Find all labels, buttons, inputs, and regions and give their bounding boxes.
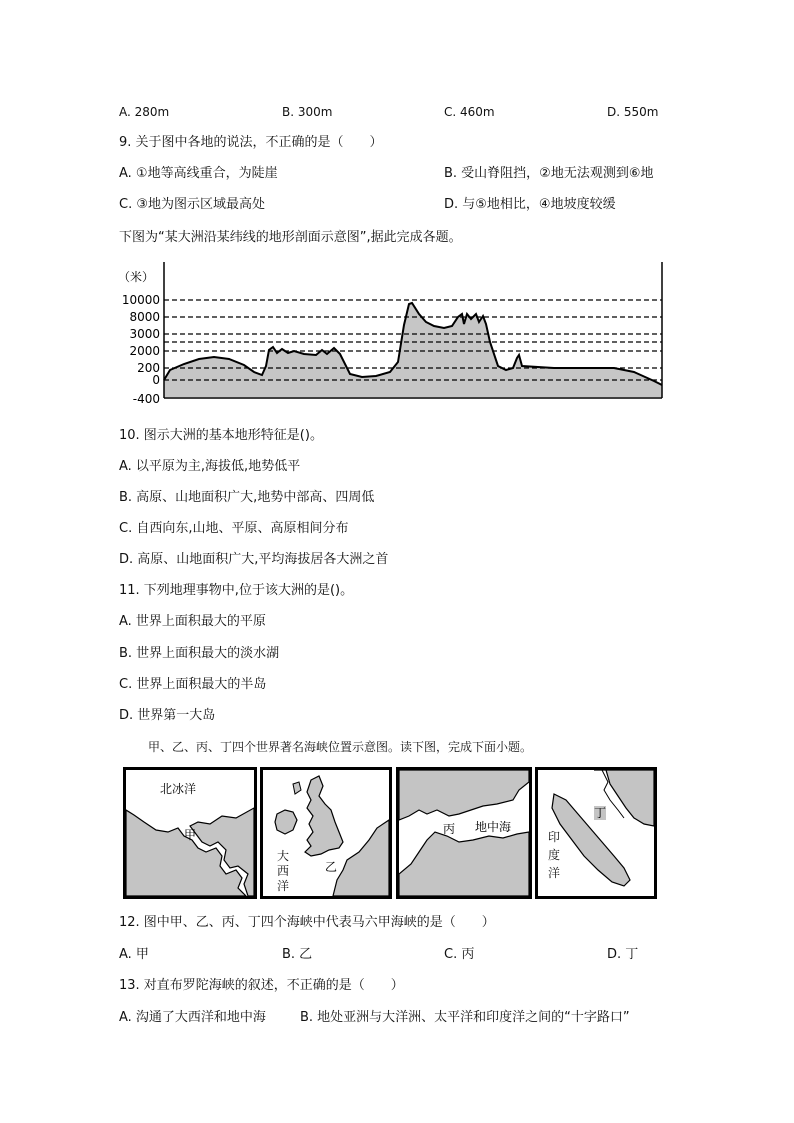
tick-0: 0 (152, 373, 160, 387)
tick-8000: 8000 (129, 310, 160, 324)
q10-stem: 10. 图示大洲的基本地形特征是()。 (119, 428, 323, 443)
q9-option-b: B. 受山脊阻挡，②地无法观测到⑥地 (444, 166, 654, 181)
tick-3000: 3000 (129, 327, 160, 341)
map4-ocean-char-3: 洋 (547, 866, 560, 880)
q10-option-b: B. 高原、山地面积广大,地势中部高、四周低 (119, 490, 375, 505)
q9-option-c: C. ③地为图示区域最高处 (119, 197, 265, 212)
q12-stem: 12. 图中甲、乙、丙、丁四个海峡中代表马六甲海峡的是（ ） (119, 915, 495, 930)
map-bing (396, 767, 532, 899)
profile-intro: 下图为“某大洲沿某纬线的地形剖面示意图”,据此完成各题。 (119, 230, 462, 245)
q9-option-d: D. 与⑤地相比，④地坡度较缓 (444, 197, 616, 212)
unit-label: （米） (118, 270, 155, 284)
q9-stem: 9. 关于图中各地的说法，不正确的是（ ） (119, 135, 383, 150)
q13-stem: 13. 对直布罗陀海峡的叙述，不正确的是（ ） (119, 978, 404, 993)
tick-10000: 10000 (121, 293, 160, 307)
q9-option-a: A. ①地等高线重合，为陡崖 (119, 166, 278, 181)
tick-neg400: -400 (132, 392, 160, 406)
map-ding (535, 767, 657, 899)
map4-ocean-char-2: 度 (547, 848, 560, 862)
q13-option-b: B. 地处亚洲与大洋洲、太平洋和印度洋之间的“十字路口” (300, 1010, 630, 1025)
q8-option-b: B. 300m (282, 105, 333, 119)
africa (399, 832, 529, 896)
continent (333, 820, 389, 896)
map1-strait-label: 甲 (184, 828, 197, 842)
map2-ocean-char-3: 洋 (276, 879, 289, 893)
q12-option-a: A. 甲 (119, 947, 149, 962)
q12-option-c: C. 丙 (444, 947, 475, 962)
tick-2000: 2000 (129, 344, 160, 358)
map4-ocean-char-1: 印 (547, 830, 560, 844)
terrain-profile-chart (114, 262, 669, 406)
q12-option-d: D. 丁 (607, 947, 639, 962)
q12-option-b: B. 乙 (282, 947, 313, 962)
q11-option-d: D. 世界第一大岛 (119, 708, 216, 723)
q8-option-c: C. 460m (444, 105, 495, 119)
straits-intro: 甲、乙、丙、丁四个世界著名海峡位置示意图。读下图，完成下面小题。 (148, 740, 533, 754)
q10-option-a: A. 以平原为主,海拔低,地势低平 (119, 459, 301, 474)
map2-strait-label: 乙 (325, 860, 338, 874)
map2-ocean-char-2: 西 (276, 864, 289, 878)
map4-strait-label: 丁 (594, 806, 607, 820)
europe (399, 770, 529, 820)
map2-ocean-char-1: 大 (276, 849, 289, 863)
map-yi (260, 767, 392, 899)
sumatra (552, 794, 630, 886)
q11-option-c: C. 世界上面积最大的半岛 (119, 677, 267, 692)
map3-sea-label: 地中海 (475, 820, 512, 834)
q11-stem: 11. 下列地理事物中,位于该大洲的是()。 (119, 583, 354, 598)
q10-option-c: C. 自西向东,山地、平原、高原相间分布 (119, 521, 349, 536)
q8-option-d: D. 550m (607, 105, 659, 119)
q11-option-b: B. 世界上面积最大的淡水湖 (119, 646, 280, 661)
great-britain (305, 776, 343, 856)
q11-option-a: A. 世界上面积最大的平原 (119, 614, 266, 629)
map3-strait-label: 丙 (443, 822, 456, 836)
q10-option-d: D. 高原、山地面积广大,平均海拔居各大洲之首 (119, 552, 389, 567)
map1-ocean-label: 北冰洋 (160, 782, 197, 796)
q13-option-a: A. 沟通了大西洋和地中海 (119, 1010, 266, 1025)
island-north (293, 782, 301, 794)
ireland (275, 810, 297, 834)
map-jia (123, 767, 257, 899)
tick-200: 200 (137, 361, 160, 375)
q8-option-a: A. 280m (119, 105, 170, 119)
